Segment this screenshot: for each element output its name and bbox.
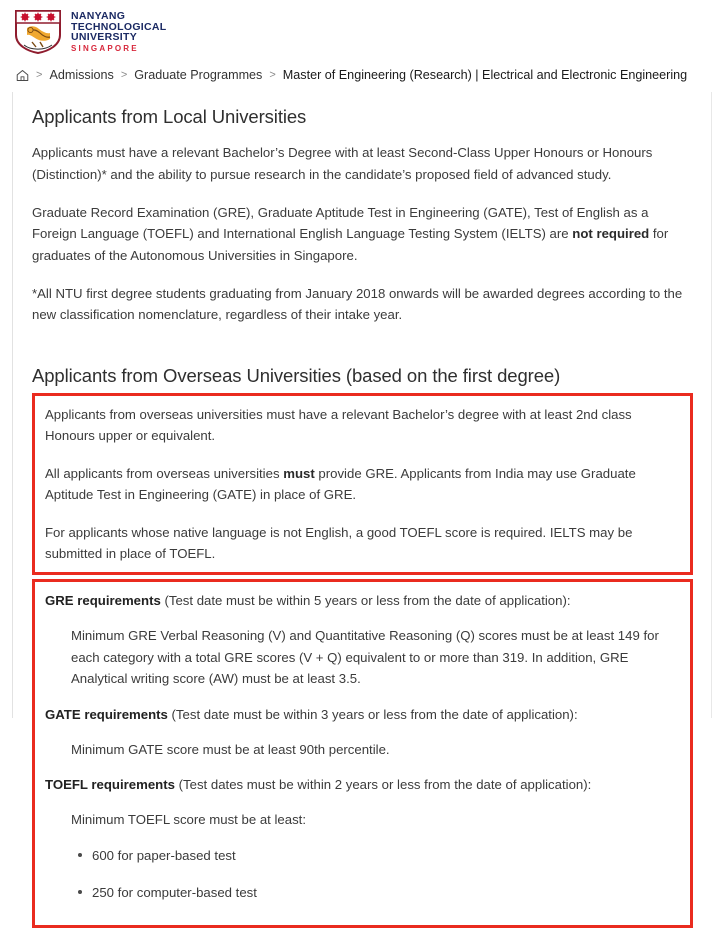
local-paragraph-2-emphasis: not required — [572, 226, 650, 242]
breadcrumb-separator-3: > — [269, 69, 276, 81]
toefl-requirements-note: (Test dates must be within 2 years or less from the date of application): — [174, 777, 592, 792]
gre-requirements-label: GRE requirements — [45, 593, 161, 609]
logo-line-3: UNIVERSITY — [71, 31, 138, 44]
local-paragraph-2 — [32, 202, 693, 266]
gate-requirements-detail: Minimum GATE score must be at least 90th percentile. — [71, 741, 390, 757]
gate-requirements-label: GATE requirements — [45, 706, 168, 722]
gre-requirements-heading — [45, 590, 680, 611]
breadcrumb-separator-2: > — [120, 69, 128, 81]
content-panel — [12, 92, 712, 900]
overseas-paragraph-2-tail: provide GRE. Applicants from India may use Graduate Aptitude Test in Engineering (GATE) in place of GRE. — [45, 465, 636, 503]
breadcrumb-item-admissions[interactable]: Admissions — [49, 68, 114, 82]
logo-line-singapore: SINGAPORE — [71, 44, 139, 54]
local-footnote: *All NTU first degree students graduating from January 2018 onwards will be awarded degrees according to the new classification nomenclature, regardless of their intake year. — [32, 286, 683, 323]
local-paragraph-1: Applicants must have a relevant Bachelor’s Degree with at least Second-Class Upper Honours or Honours (Distinction)* and the ability to pursue research in the candidate’s proposed field of advanced study. — [32, 145, 653, 182]
logo-line-1: NANYANG — [71, 10, 126, 22]
local-paragraph-2-lead: Graduate Record Examination (GRE), Graduate Aptitude Test in Engineering (GATE), Test of English as a Foreign Language (TOEFL) and International English Language Testing System (IELTS) are — [32, 204, 649, 242]
list-item: 250 for computer-based test — [92, 882, 680, 903]
gre-requirements-detail: Minimum GRE Verbal Reasoning (V) and Quantitative Reasoning (Q) scores must be at least 149 for each category with a total GRE scores (V + Q) equivalent to or more than 319. In addition, GRE Analytical writing score (AW) must be at least 3.5. — [71, 628, 659, 687]
toefl-requirements-heading — [45, 774, 680, 795]
toefl-requirements-detail: Minimum TOEFL score must be at least: — [71, 812, 307, 828]
local-paragraph-2-tail: for graduates of the Autonomous Universities in Singapore. — [32, 226, 669, 263]
page-title-overseas-universities: Applicants from Overseas Universities (based on the first degree) — [32, 364, 561, 386]
gate-requirements-heading — [45, 704, 680, 725]
overseas-paragraph-2 — [45, 463, 680, 506]
breadcrumb-separator-1: > — [36, 69, 43, 81]
toefl-score-list — [45, 845, 680, 903]
overseas-paragraph-1: Applicants from overseas universities must have a relevant Bachelor’s degree with at least 2nd class Honours upper or equivalent. — [45, 407, 632, 444]
overseas-paragraph-2-emphasis: must — [283, 465, 315, 481]
ntu-crest-icon — [14, 9, 62, 55]
overseas-paragraph-3: For applicants whose native language is not English, a good TOEFL score is required. IELTS may be submitted in place of TOEFL. — [45, 524, 633, 561]
list-item: 600 for paper-based test — [92, 845, 680, 866]
annotation-box-test-requirements — [32, 579, 693, 928]
home-icon[interactable] — [16, 69, 29, 82]
gate-requirements-note: (Test date must be within 3 years or less from the date of application): — [167, 706, 578, 722]
ntu-logo[interactable] — [14, 9, 723, 55]
ntu-logo-text — [71, 9, 166, 53]
site-header — [0, 0, 723, 62]
toefl-requirements-label: TOEFL requirements — [45, 777, 175, 792]
section-spacer — [32, 343, 693, 365]
overseas-paragraph-2-lead: All applicants from overseas universities — [45, 465, 284, 481]
breadcrumb — [0, 62, 723, 88]
page-title-local-universities: Applicants from Local Universities — [32, 106, 307, 127]
breadcrumb-item-current: Master of Engineering (Research) | Electrical and Electronic Engineering — [282, 68, 688, 82]
gre-requirements-note: (Test date must be within 5 years or less from the date of application): — [160, 593, 571, 609]
annotation-box-overseas — [32, 393, 693, 575]
logo-line-2: TECHNOLOGICAL — [71, 20, 167, 33]
breadcrumb-item-graduate-programmes[interactable]: Graduate Programmes — [134, 68, 263, 82]
